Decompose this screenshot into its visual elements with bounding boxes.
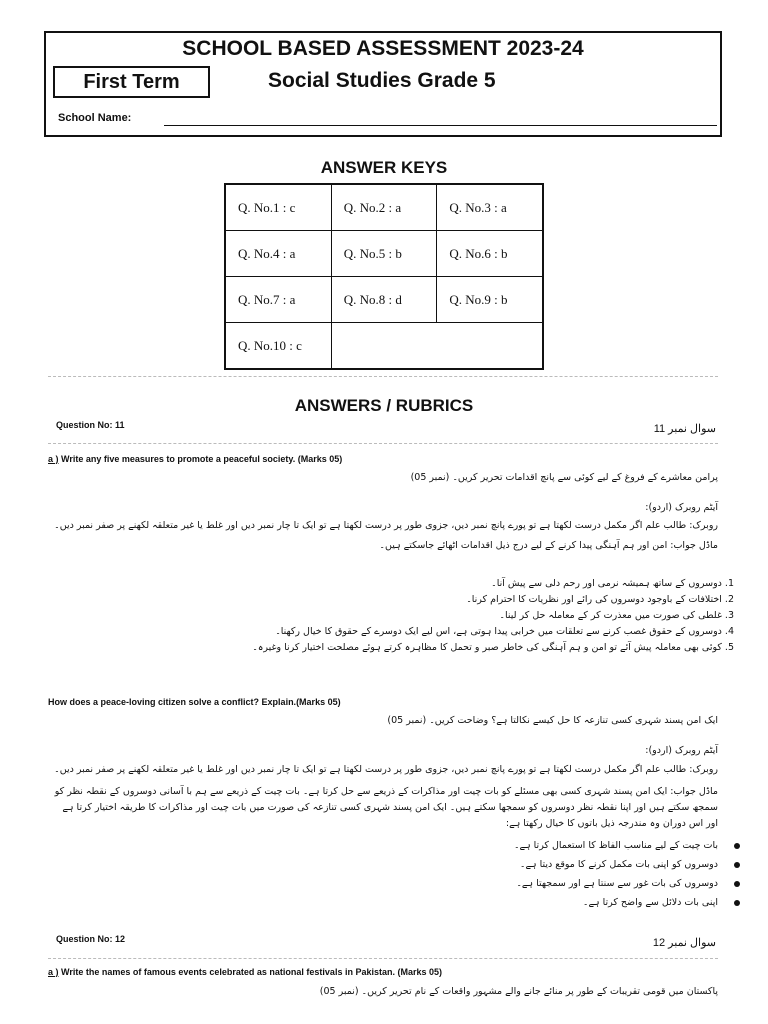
table-row [225, 277, 543, 323]
model-answer: ماڈل جواب: امن اور ہم آہنگی پیدا کرنے کے لیے درج ذیل اقدامات اٹھائے جاسکتے ہیں۔ [379, 540, 718, 551]
table-row [225, 231, 543, 277]
list-item: اپنی بات دلائل سے واضح کرتا ہے۔ [514, 897, 740, 916]
question-12-urdu-label: سوال نمبر 12 [652, 937, 716, 949]
table-cell: Q. No.3 : a [437, 184, 543, 231]
table-cell: Q. No.1 : c [225, 184, 331, 231]
question-12-label: Question No: 12 [56, 934, 126, 944]
divider [48, 443, 718, 444]
list-item: 2. اختلافات کے باوجود دوسروں کی رائے اور نظریات کا احترام کرنا۔ [466, 594, 734, 605]
table-cell: Q. No.6 : b [437, 231, 543, 277]
question-12-part-a [48, 967, 442, 977]
list-item: 5. کوئی بھی معاملہ پیش آئے تو امن و ہم آہنگی کی خاطر صبر و تحمل کا مظاہرہ کرتے ہوئے مصلحت اختیار کرنا وغیرہ۔ [252, 642, 734, 653]
bullet-icon [734, 862, 740, 868]
question-11-urdu-prompt: پرامن معاشرے کے فروغ کے لیے کوئی سے پانچ اقدامات تحریر کریں۔ (نمبر 05) [410, 472, 718, 483]
list-item: 4. دوسروں کے حقوق غصب کرنے سے تعلقات میں خرابی پیدا ہوتی ہے، اس لیے ایک دوسرے کے حقوق کا خیال رکھنا۔ [275, 626, 734, 637]
subject-title: Social Studies Grade 5 [268, 69, 496, 92]
divider [48, 376, 718, 377]
bullet-icon [734, 843, 740, 849]
list-item: دوسروں کی بات غور سے سنتا ہے اور سمجھتا ہے۔ [514, 878, 740, 897]
table-row [225, 323, 543, 370]
question-11b-urdu-prompt: ایک امن پسند شہری کسی تنازعہ کا حل کیسے نکالتا ہے؟ وضاحت کریں۔ (نمبر 05) [387, 715, 718, 726]
answer-keys-title: ANSWER KEYS [320, 158, 448, 177]
rubric-heading: آیٹم روبرک (اردو): [645, 502, 718, 513]
table-cell: Q. No.8 : d [331, 277, 437, 323]
list-item: بات چیت کے لیے مناسب الفاظ کا استعمال کرتا ہے۔ [514, 840, 740, 859]
rubric-heading: آیٹم روبرک (اردو): [645, 745, 718, 756]
bullet-icon [734, 900, 740, 906]
table-cell: Q. No.9 : b [437, 277, 543, 323]
answer-keys-table [224, 183, 544, 370]
rubric-text: روبرک: طالب علم اگر مکمل درست لکھتا ہے تو پورے پانچ نمبر دیں، جزوی طور پر درست لکھتا ہے تو ایک تا چار نمبر دیں اور غلط یا غیر متعلقہ لکھنے پر صفر نمبر دیں۔ [54, 764, 718, 775]
table-cell: Q. No.7 : a [225, 277, 331, 323]
part-text: Write any five measures to promote a peaceful society. (Marks 05) [58, 454, 343, 464]
question-11-urdu-label: سوال نمبر 11 [653, 423, 716, 435]
table-cell-empty [331, 323, 543, 370]
q11b-bullets-list [514, 840, 740, 916]
list-item: 1. دوسروں کے ساتھ ہمیشہ نرمی اور رحم دلی سے پیش آنا۔ [491, 578, 734, 589]
table-cell: Q. No.10 : c [225, 323, 331, 370]
school-name-label: School Name: [58, 112, 132, 124]
list-item: دوسروں کو اپنی بات مکمل کرنے کا موقع دیتا ہے۔ [514, 859, 740, 878]
question-12-urdu-prompt: پاکستان میں قومی تقریبات کے طور پر منائے جانے والے مشہور واقعات کے نام تحریر کریں۔ (نمبر 05) [319, 986, 718, 997]
divider [48, 958, 718, 959]
answers-title: ANSWERS / RUBRICS [294, 396, 474, 415]
table-cell: Q. No.2 : a [331, 184, 437, 231]
table-cell: Q. No.4 : a [225, 231, 331, 277]
part-letter: a ) [48, 454, 59, 464]
question-11-label: Question No: 11 [56, 420, 125, 430]
q11-points-list [174, 578, 734, 658]
question-11-part-b: How does a peace-loving citizen solve a conflict? Explain.(Marks 05) [48, 697, 341, 707]
assessment-title: SCHOOL BASED ASSESSMENT 2023-24 [182, 37, 584, 60]
question-11-part-a [48, 454, 342, 464]
term-box: First Term [53, 66, 210, 98]
school-name-line[interactable] [164, 125, 717, 126]
rubric-text: روبرک: طالب علم اگر مکمل درست لکھتا ہے تو پورے پانچ نمبر دیں، جزوی طور پر درست لکھتا ہے تو ایک تا چار نمبر دیں اور غلط یا غیر متعلقہ لکھنے پر صفر نمبر دیں۔ [54, 520, 718, 531]
part-letter: a ) [48, 967, 59, 977]
list-item: 3. غلطی کی صورت میں معذرت کر کے معاملہ حل کر لینا۔ [499, 610, 734, 621]
bullet-icon [734, 881, 740, 887]
table-row [225, 184, 543, 231]
model-answer: ماڈل جواب: ایک امن پسند شہری کسی بھی مسئلے کو بات چیت اور مذاکرات کے ذریعے سے حل کرتا ہے۔ بات چیت کے ذریعے سے ہم با آسانی دوسروں کے نقطہ نظر کو سمجھ سکتے ہیں اور اپنا نقطہ نظر دوسروں کو سمجھا سکتے ہیں۔ ایک امن پسند شہری کسی تنازعہ کی صورت میں بات چیت اور مذاکرات کا طریقہ اختیار کرتا ہے اور اس دوران وہ مندرجہ ذیل باتوں کا خیال رکھتا ہے: [54, 786, 718, 829]
table-cell: Q. No.5 : b [331, 231, 437, 277]
header-box [44, 31, 722, 137]
part-text: Write the names of famous events celebrated as national festivals in Pakistan. (Marks 05) [58, 967, 442, 977]
